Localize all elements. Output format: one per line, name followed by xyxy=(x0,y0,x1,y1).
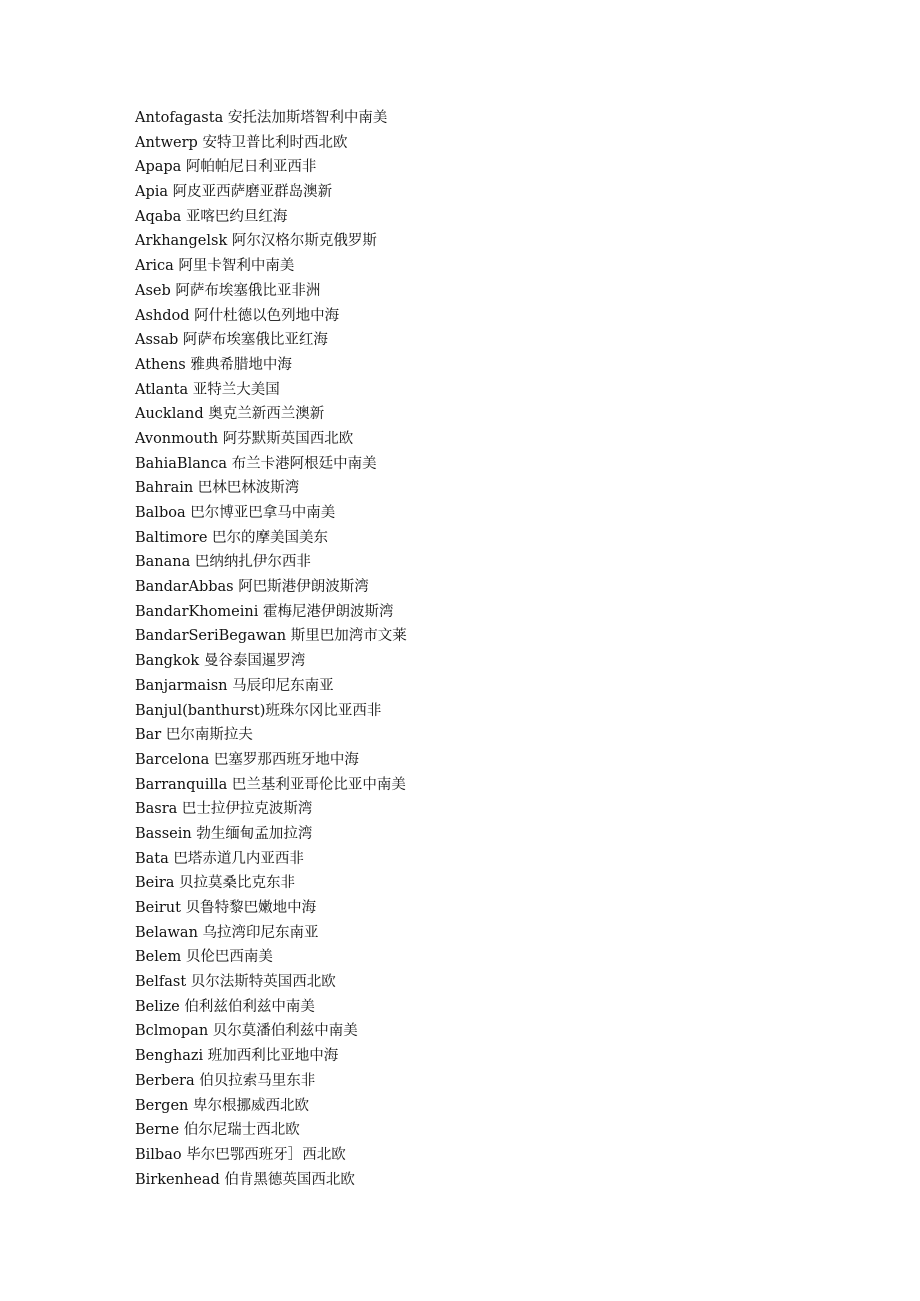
list-item: BandarSeriBegawan 斯里巴加湾市文莱 xyxy=(135,628,407,645)
list-item: Apapa 阿帕帕尼日利亚西非 xyxy=(135,159,317,176)
list-item: Banjul(banthurst)班珠尔冈比亚西非 xyxy=(135,702,382,719)
list-item: Banjarmaisn 马辰印尼东南亚 xyxy=(135,677,334,694)
list-item: Belfast 贝尔法斯特英国西北欧 xyxy=(135,974,336,991)
list-item: Benghazi 班加西利比亚地中海 xyxy=(135,1048,339,1065)
list-item: Bergen 卑尔根挪威西北欧 xyxy=(135,1097,309,1114)
list-item: Barranquilla 巴兰基利亚哥伦比亚中南美 xyxy=(135,776,406,793)
list-item: Belem 贝伦巴西南美 xyxy=(135,949,273,966)
list-item: Belize 伯利兹伯利兹中南美 xyxy=(135,998,315,1015)
list-item: BandarKhomeini 霍梅尼港伊朗波斯湾 xyxy=(135,603,394,620)
list-item: Berne 伯尔尼瑞士西北欧 xyxy=(135,1122,300,1139)
list-item: Beirut 贝鲁特黎巴嫩地中海 xyxy=(135,900,317,916)
list-item: Barcelona 巴塞罗那西班牙地中海 xyxy=(135,751,359,768)
list-item: Avonmouth 阿芬默斯英国西北欧 xyxy=(135,430,354,447)
list-item: Arica 阿里卡智利中南美 xyxy=(135,258,295,275)
list-item: Bassein 勃生缅甸孟加拉湾 xyxy=(135,825,313,842)
list-item: BahiaBlanca 布兰卡港阿根廷中南美 xyxy=(135,455,377,472)
list-item: Arkhangelsk 阿尔汉格尔斯克俄罗斯 xyxy=(135,233,377,250)
list-item: Bar 巴尔南斯拉夫 xyxy=(135,727,253,744)
list-item: Auckland 奥克兰新西兰澳新 xyxy=(135,406,325,423)
list-item: Berbera 伯贝拉索马里东非 xyxy=(135,1072,316,1089)
list-item: Atlanta 亚特兰大美国 xyxy=(135,381,280,398)
list-item: Baltimore 巴尔的摩美国美东 xyxy=(135,529,329,546)
list-item: Bilbao 毕尔巴鄂西班牙］西北欧 xyxy=(135,1146,346,1163)
list-item: Banana 巴纳纳扎伊尔西非 xyxy=(135,554,311,571)
list-item: Balboa 巴尔博亚巴拿马中南美 xyxy=(135,505,336,521)
list-item: Ashdod 阿什杜德以色列地中海 xyxy=(135,307,340,324)
list-item: Aqaba 亚喀巴约旦红海 xyxy=(135,208,288,225)
list-item: Bangkok 曼谷泰国暹罗湾 xyxy=(135,653,306,670)
list-item: Apia 阿皮亚西萨磨亚群岛澳新 xyxy=(135,184,333,201)
list-item: Bclmopan 贝尔莫潘伯利兹中南美 xyxy=(135,1023,358,1040)
list-item: Birkenhead 伯肯黑德英国西北欧 xyxy=(135,1171,355,1188)
list-item: Antofagasta 安托法加斯塔智利中南美 xyxy=(135,110,388,126)
list-item: Bata 巴塔赤道几内亚西非 xyxy=(135,850,304,867)
list-item: Bahrain 巴林巴林波斯湾 xyxy=(135,480,300,497)
list-item: Antwerp 安特卫普比利时西北欧 xyxy=(135,134,348,151)
port-list xyxy=(135,106,407,1192)
list-item: Beira 贝拉莫桑比克东非 xyxy=(135,875,296,892)
list-item: BandarAbbas 阿巴斯港伊朗波斯湾 xyxy=(135,579,369,596)
list-item: Basra 巴士拉伊拉克波斯湾 xyxy=(135,801,313,818)
list-item: Assab 阿萨布埃塞俄比亚红海 xyxy=(135,332,328,349)
list-item: Athens 雅典希腊地中海 xyxy=(135,356,292,373)
list-item: Aseb 阿萨布埃塞俄比亚非洲 xyxy=(135,282,321,299)
list-item: Belawan 乌拉湾印尼东南亚 xyxy=(135,924,319,941)
